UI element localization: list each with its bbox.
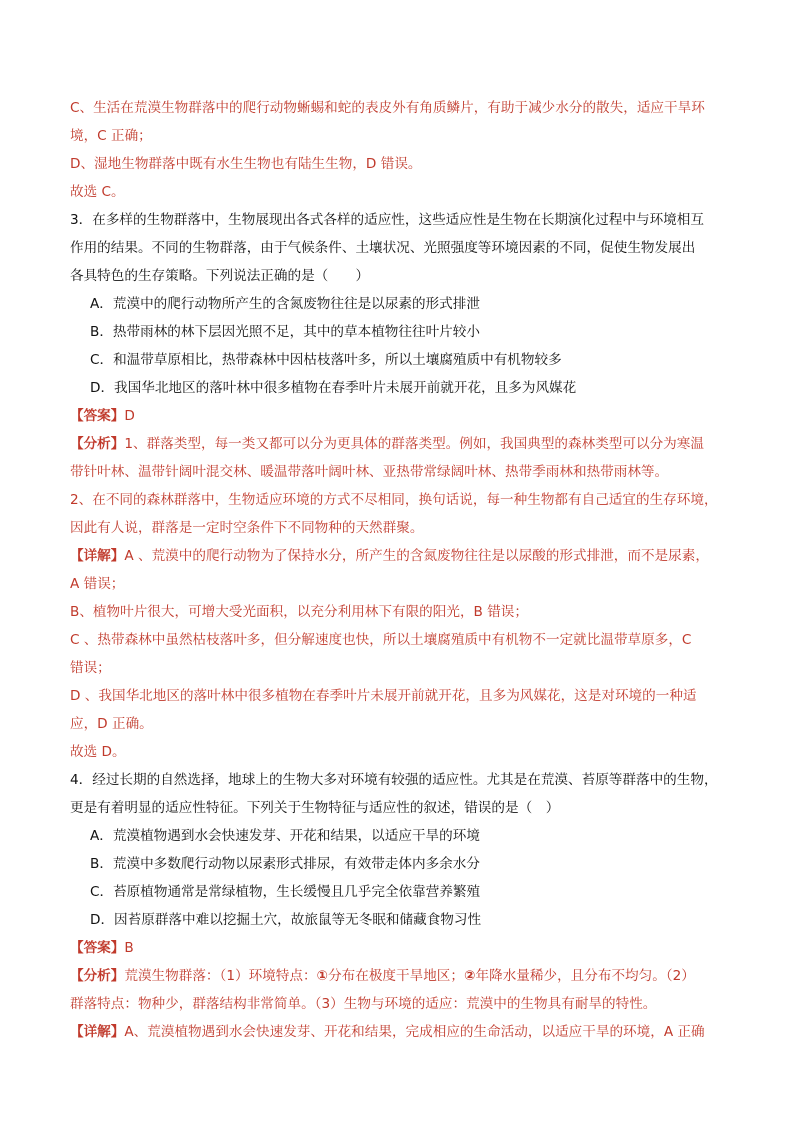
- q3-detail-b: B、植物叶片很大，可增大受光面积，以充分利用林下有限的阳光，B 错误；: [70, 604, 528, 620]
- q3-conclusion: 故选 D。: [70, 744, 126, 760]
- q3-detail-d: D 、我国华北地区的落叶林中很多植物在春季叶片未展开前就开花，且多为风媒花，这是对环境的一种适: [70, 688, 697, 704]
- q3-option-a: A．荒漠中的爬行动物所产生的含氮废物往往是以尿素的形式排泄: [90, 296, 480, 312]
- q4-detail-a-text: A、荒漠植物遇到水会快速发芽、开花和结果，完成相应的生命活动，以适应干旱的环境，A 正确: [124, 1024, 705, 1040]
- q4-analysis-line2: 群落特点：物种少，群落结构非常简单。（3）生物与环境的适应：荒漠中的生物具有耐旱的特性。: [70, 996, 657, 1012]
- q3-answer: [70, 402, 726, 430]
- q3-detail-a-cont: A 错误；: [70, 576, 125, 592]
- detail-tag: 【详解】: [70, 548, 125, 564]
- q3-stem-line1: 3．在多样的生物群落中，生物展现出各式各样的适应性，这些适应性是生物在长期演化过程中与环境相互: [70, 212, 704, 228]
- circled-one: ①: [316, 968, 329, 984]
- q4-option-b: B．荒漠中多数爬行动物以尿素形式排尿，有效带走体内多余水分: [90, 856, 480, 872]
- q3-stem-line3: 各具特色的生存策略。下列说法正确的是（ ）: [70, 268, 370, 284]
- q4-stem-line1: 4．经过长期的自然选择，地球上的生物大多对环境有较强的适应性。尤其是在荒漠、苔原等群落中的生物，: [70, 772, 718, 788]
- q3-stem-line2: 作用的结果。不同的生物群落，由于气候条件、土壤状况、光照强度等环境因素的不同，促使生物发展出: [70, 240, 696, 256]
- prev-conclusion: 故选 C。: [70, 184, 125, 200]
- q4-answer-value: B: [124, 940, 134, 956]
- q4-stem-line2: 更是有着明显的适应性特征。下列关于生物特征与适应性的叙述，错误的是（ ）: [70, 800, 560, 816]
- prev-option-d-explanation: D、湿地生物群落中既有水生生物也有陆生生物，D 错误。: [70, 156, 422, 172]
- q4-analysis-text-c: 年降水量稀少，且分布不均匀。（2）: [475, 968, 695, 984]
- detail-tag: 【详解】: [70, 1024, 125, 1040]
- circled-two: ②: [464, 968, 476, 984]
- q4-option-a: A．荒漠植物遇到水会快速发芽、开花和结果，以适应干旱的环境: [90, 828, 480, 844]
- analysis-tag: 【分析】: [70, 436, 125, 452]
- q3-detail-c-cont: 错误；: [70, 660, 111, 676]
- q3-detail-c: C 、热带森林中虽然枯枝落叶多，但分解速度也快，所以土壤腐殖质中有机物不一定就比温带草原多，C: [70, 632, 692, 648]
- q3-analysis-line1: [70, 430, 726, 458]
- q3-analysis-line3: 2、在不同的森林群落中，生物适应环境的方式不尽相同，换句话说，每一种生物都有自己适宜的生存环境，: [70, 492, 718, 508]
- q3-analysis-line2: 带针叶林、温带针阔叶混交林、暖温带落叶阔叶林、亚热带常绿阔叶林、热带季雨林和热带雨林等。: [70, 464, 669, 480]
- q3-detail-d-cont: 应，D 正确。: [70, 716, 153, 732]
- q3-detail-a-text: A 、荒漠中的爬行动物为了保持水分，所产生的含氮废物往往是以尿酸的形式排泄，而不是尿素，: [124, 548, 709, 564]
- q3-detail-a: [70, 542, 726, 570]
- q4-detail-a: [70, 1018, 726, 1046]
- q4-analysis-text-a: 荒漠生物群落：（1）环境特点：: [124, 968, 317, 984]
- analysis-tag: 【分析】: [70, 968, 125, 984]
- q3-option-c: C．和温带草原相比，热带森林中因枯枝落叶多，所以土壤腐殖质中有机物较多: [90, 352, 562, 368]
- q4-option-d: D．因苔原群落中难以挖掘土穴，故旅鼠等无冬眠和储藏食物习性: [90, 912, 482, 928]
- document-content: [70, 94, 726, 1046]
- q3-analysis-line4: 因此有人说，群落是一定时空条件下不同物种的天然群聚。: [70, 520, 424, 536]
- q3-analysis-text1: 1、群落类型，每一类又都可以分为更具体的群落类型。例如，我国典型的森林类型可以分为寒温: [124, 436, 704, 452]
- answer-tag: 【答案】: [70, 940, 125, 956]
- prev-option-c-explanation-cont: 境，C 正确；: [70, 128, 152, 144]
- q4-answer: [70, 934, 726, 962]
- answer-tag: 【答案】: [70, 408, 125, 424]
- q3-option-d: D．我国华北地区的落叶林中很多植物在春季叶片未展开前就开花，且多为风媒花: [90, 380, 577, 396]
- prev-option-c-explanation: C、生活在荒漠生物群落中的爬行动物蜥蜴和蛇的表皮外有角质鳞片，有助于减少水分的散失，适应干旱环: [70, 100, 705, 116]
- q4-analysis-text-b: 分布在极度干旱地区；: [328, 968, 464, 984]
- q3-answer-value: D: [124, 408, 135, 424]
- q4-option-c: C．苔原植物通常是常绿植物，生长缓慢且几乎完全依靠营养繁殖: [90, 884, 481, 900]
- q4-analysis-line1: [70, 962, 726, 990]
- q3-option-b: B．热带雨林的林下层因光照不足，其中的草本植物往往叶片较小: [90, 324, 480, 340]
